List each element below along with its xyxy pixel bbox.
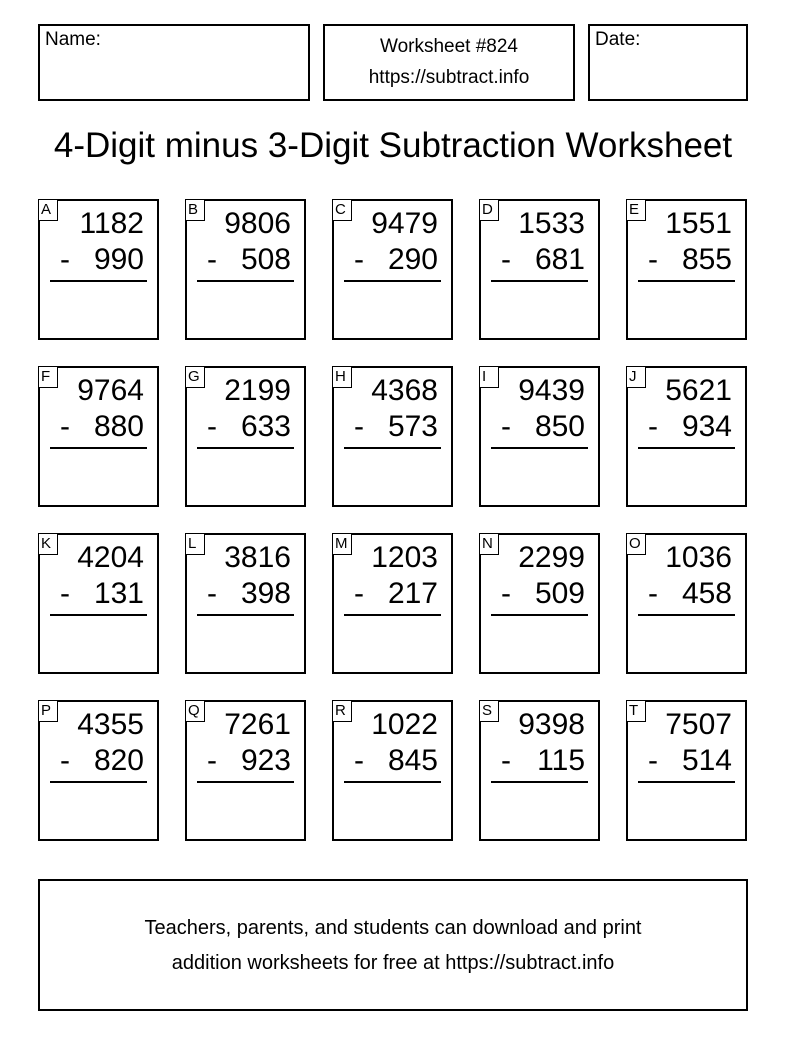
problem-letter: Q	[185, 700, 205, 722]
answer-line	[50, 447, 147, 449]
answer-line	[197, 280, 294, 282]
problem-letter: P	[38, 700, 58, 722]
answer-line	[491, 781, 588, 783]
problem-letter: O	[626, 533, 646, 555]
problem-letter: D	[479, 199, 499, 221]
worksheet-url: https://subtract.info	[368, 67, 530, 88]
problem-card	[626, 199, 747, 340]
subtrahend: 681	[534, 243, 585, 276]
answer-line	[638, 280, 735, 282]
problem-letter: S	[479, 700, 499, 722]
answer-line	[50, 280, 147, 282]
minus-sign: -	[648, 410, 658, 443]
name-field-box	[38, 24, 310, 101]
minus-sign: -	[207, 577, 217, 610]
subtrahend: 509	[534, 577, 585, 610]
subtrahend: 398	[240, 577, 291, 610]
answer-line	[344, 447, 441, 449]
subtrahend: 934	[681, 410, 732, 443]
problem-card	[185, 366, 306, 507]
minuend: 1551	[665, 207, 732, 240]
footer-line-2: addition worksheets for free at https://subtract.info	[171, 952, 615, 974]
problem-letter: T	[626, 700, 646, 722]
minuend: 9806	[224, 207, 291, 240]
problem-card	[479, 366, 600, 507]
subtrahend: 845	[387, 744, 438, 777]
minus-sign: -	[501, 744, 511, 777]
problem-letter: G	[185, 366, 205, 388]
problem-card	[185, 700, 306, 841]
minus-sign: -	[354, 410, 364, 443]
minuend: 1533	[518, 207, 585, 240]
answer-line	[491, 614, 588, 616]
problem-letter: I	[479, 366, 499, 388]
problem-card	[479, 533, 600, 674]
problem-letter: E	[626, 199, 646, 221]
minuend: 9439	[518, 374, 585, 407]
minuend: 4355	[77, 708, 144, 741]
answer-line	[50, 614, 147, 616]
minuend: 5621	[665, 374, 732, 407]
subtrahend: 850	[534, 410, 585, 443]
worksheet-info-box	[323, 24, 575, 101]
problem-letter: A	[38, 199, 58, 221]
subtrahend: 923	[240, 744, 291, 777]
minuend: 1022	[371, 708, 438, 741]
worksheet-number: Worksheet #824	[379, 36, 518, 57]
footer-box	[38, 879, 748, 1011]
problem-card	[185, 533, 306, 674]
minus-sign: -	[354, 243, 364, 276]
problem-letter: N	[479, 533, 499, 555]
answer-line	[491, 280, 588, 282]
minuend: 9764	[77, 374, 144, 407]
problem-card	[479, 700, 600, 841]
problem-card	[332, 700, 453, 841]
subtrahend: 514	[681, 744, 732, 777]
subtrahend: 573	[387, 410, 438, 443]
minus-sign: -	[501, 410, 511, 443]
minus-sign: -	[60, 744, 70, 777]
minus-sign: -	[648, 744, 658, 777]
subtrahend: 131	[93, 577, 144, 610]
problem-card	[332, 199, 453, 340]
minuend: 2299	[518, 541, 585, 574]
problem-letter: F	[38, 366, 58, 388]
minus-sign: -	[207, 744, 217, 777]
subtrahend: 508	[240, 243, 291, 276]
minuend: 4204	[77, 541, 144, 574]
footer-line-1: Teachers, parents, and students can download and print	[144, 917, 642, 939]
problem-letter: J	[626, 366, 646, 388]
minus-sign: -	[354, 577, 364, 610]
minuend: 2199	[224, 374, 291, 407]
problem-card	[38, 199, 159, 340]
minus-sign: -	[354, 744, 364, 777]
subtrahend: 990	[93, 243, 144, 276]
answer-line	[197, 614, 294, 616]
problem-card	[626, 533, 747, 674]
problem-card	[332, 366, 453, 507]
subtrahend: 217	[387, 577, 438, 610]
subtrahend: 880	[93, 410, 144, 443]
answer-line	[638, 447, 735, 449]
answer-line	[197, 447, 294, 449]
minus-sign: -	[501, 577, 511, 610]
answer-line	[344, 614, 441, 616]
minus-sign: -	[207, 243, 217, 276]
problem-letter: C	[332, 199, 352, 221]
subtrahend: 115	[537, 744, 585, 777]
problem-letter: H	[332, 366, 352, 388]
minus-sign: -	[648, 243, 658, 276]
subtrahend: 820	[93, 744, 144, 777]
problem-letter: M	[332, 533, 352, 555]
answer-line	[197, 781, 294, 783]
subtrahend: 633	[240, 410, 291, 443]
minuend: 9479	[371, 207, 438, 240]
date-field-box	[588, 24, 748, 101]
problem-card	[626, 366, 747, 507]
minuend: 1036	[665, 541, 732, 574]
problem-letter: R	[332, 700, 352, 722]
date-label: Date:	[595, 29, 641, 50]
answer-line	[50, 781, 147, 783]
problem-letter: K	[38, 533, 58, 555]
problem-card	[38, 366, 159, 507]
minuend: 4368	[371, 374, 438, 407]
problem-letter: B	[185, 199, 205, 221]
problem-card	[332, 533, 453, 674]
problem-card	[479, 199, 600, 340]
minus-sign: -	[207, 410, 217, 443]
problem-card	[185, 199, 306, 340]
minuend: 1203	[371, 541, 438, 574]
problem-letter: L	[185, 533, 205, 555]
minuend: 1182	[79, 207, 144, 240]
problem-card	[38, 533, 159, 674]
minuend: 7507	[665, 708, 732, 741]
answer-line	[344, 781, 441, 783]
minus-sign: -	[60, 577, 70, 610]
minus-sign: -	[60, 410, 70, 443]
name-label: Name:	[45, 29, 101, 50]
minuend: 7261	[224, 708, 291, 741]
minuend: 9398	[518, 708, 585, 741]
problem-card	[38, 700, 159, 841]
answer-line	[638, 614, 735, 616]
answer-line	[638, 781, 735, 783]
minus-sign: -	[501, 243, 511, 276]
page-title: 4-Digit minus 3-Digit Subtraction Worksheet	[53, 126, 733, 165]
answer-line	[344, 280, 441, 282]
subtrahend: 458	[681, 577, 732, 610]
subtrahend: 855	[681, 243, 732, 276]
minus-sign: -	[60, 243, 70, 276]
minuend: 3816	[224, 541, 291, 574]
problem-card	[626, 700, 747, 841]
minus-sign: -	[648, 577, 658, 610]
answer-line	[491, 447, 588, 449]
subtrahend: 290	[387, 243, 438, 276]
